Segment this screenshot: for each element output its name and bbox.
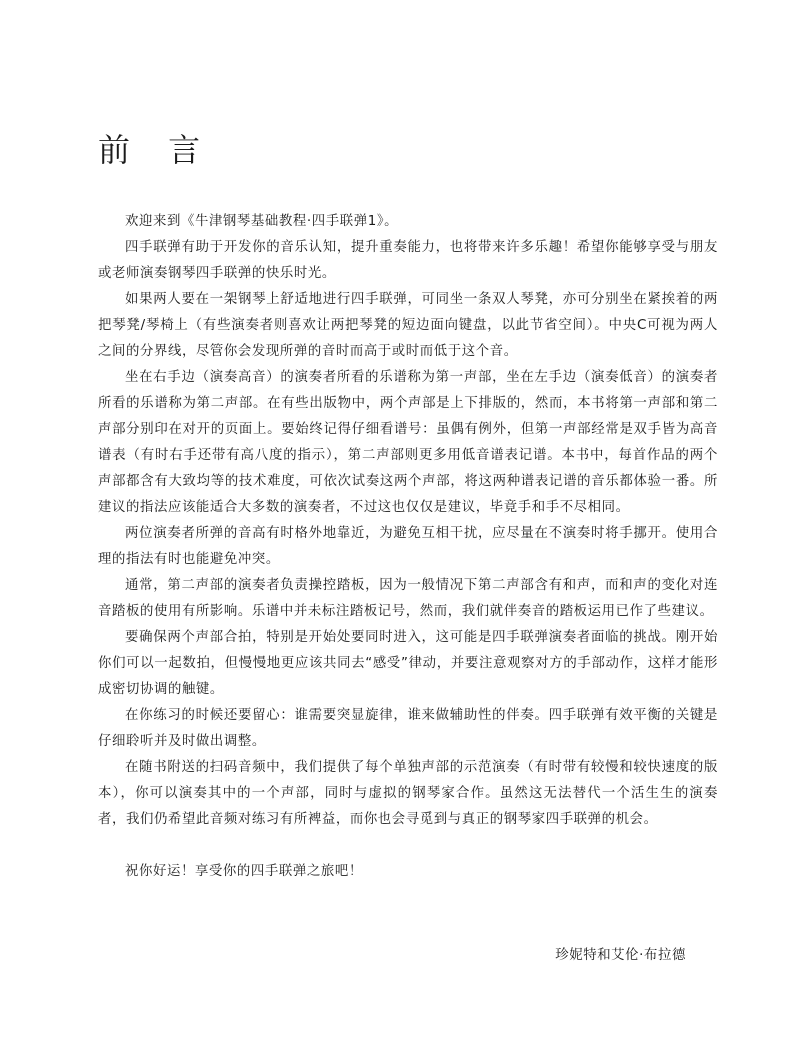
paragraph-pedal: 通常，第二声部的演奏者负责操控踏板，因为一般情况下第二声部含有和声，而和声的变化对连音踏板的使用有所影响。乐谱中并未标注踏板记号，然而，我们就伴奏音的踏板运用已作了些建议。: [98, 578, 718, 619]
page-title: 前 言: [98, 131, 215, 169]
paragraph-welcome: 欢迎来到《牛津钢琴基础教程·四手联弹1》。: [125, 214, 399, 229]
paragraph-balance: 在你练习的时候还要留心：谁需要突显旋律，谁来做辅助性的伴奏。四手联弹有效平衡的关键是仔细聆听并及时做出调整。: [98, 708, 718, 749]
paragraph-closing: 祝你好运！享受你的四手联弹之旅吧！: [125, 864, 363, 879]
paragraph-parts: 坐在右手边（演奏高音）的演奏者所看的乐谱称为第一声部，坐在左手边（演奏低音）的演奏者所看的乐谱称为第二声部。在有些出版物中，两个声部是上下排版的，然而，本书将第一声部和第二声部分别印在对开的页面上。要始终记得仔细看谱号：虽偶有例外，但第一声部经常是双手皆为高音谱表（有时右手还带有高八度的指示），第二声部则更多用低音谱表记谱。本书中，每首作品的两个声部都含有大致均等的技术难度，可依次试奏这两个声部，将这两种谱表记谱的音乐都体验一番。所建议的指法应该能适合大多数的演奏者，不过这也仅仅是建议，毕竟手和手不尽相同。: [98, 370, 718, 515]
preface-body: [98, 209, 718, 885]
paragraph-audio: 在随书附送的扫码音频中，我们提供了每个单独声部的示范演奏（有时带有较慢和较快速度的版本），你可以演奏其中的一个声部，同时与虚拟的钢琴家合作。虽然这无法替代一个活生生的演奏者，我们仍希望此音频对练习有所裨益，而你也会寻觅到与真正的钢琴家四手联弹的机会。: [98, 760, 718, 827]
author-signature: 珍妮特和艾伦·布拉德: [555, 948, 686, 963]
paragraph-timing: 要确保两个声部合拍，特别是开始处要同时进入，这可能是四手联弹演奏者面临的挑战。刚开始你们可以一起数拍，但慢慢地更应该共同去“感受”律动，并要注意观察对方的手部动作，这样才能形成密切协调的触键。: [98, 630, 718, 697]
paragraph-benefits: 四手联弹有助于开发你的音乐认知，提升重奏能力，也将带来许多乐趣！希望你能够享受与朋友或老师演奏钢琴四手联弹的快乐时光。: [98, 240, 718, 281]
paragraph-hand-spacing: 两位演奏者所弹的音高有时格外地靠近，为避免互相干扰，应尽量在不演奏时将手挪开。使用合理的指法有时也能避免冲突。: [98, 526, 718, 567]
paragraph-seating: 如果两人要在一架钢琴上舒适地进行四手联弹，可同坐一条双人琴凳，亦可分别坐在紧挨着的两把琴凳/琴椅上（有些演奏者则喜欢让两把琴凳的短边面向键盘，以此节省空间）。中央C可视为两人之间的分界线，尽管你会发现所弹的音时而高于或时而低于这个音。: [98, 292, 718, 359]
